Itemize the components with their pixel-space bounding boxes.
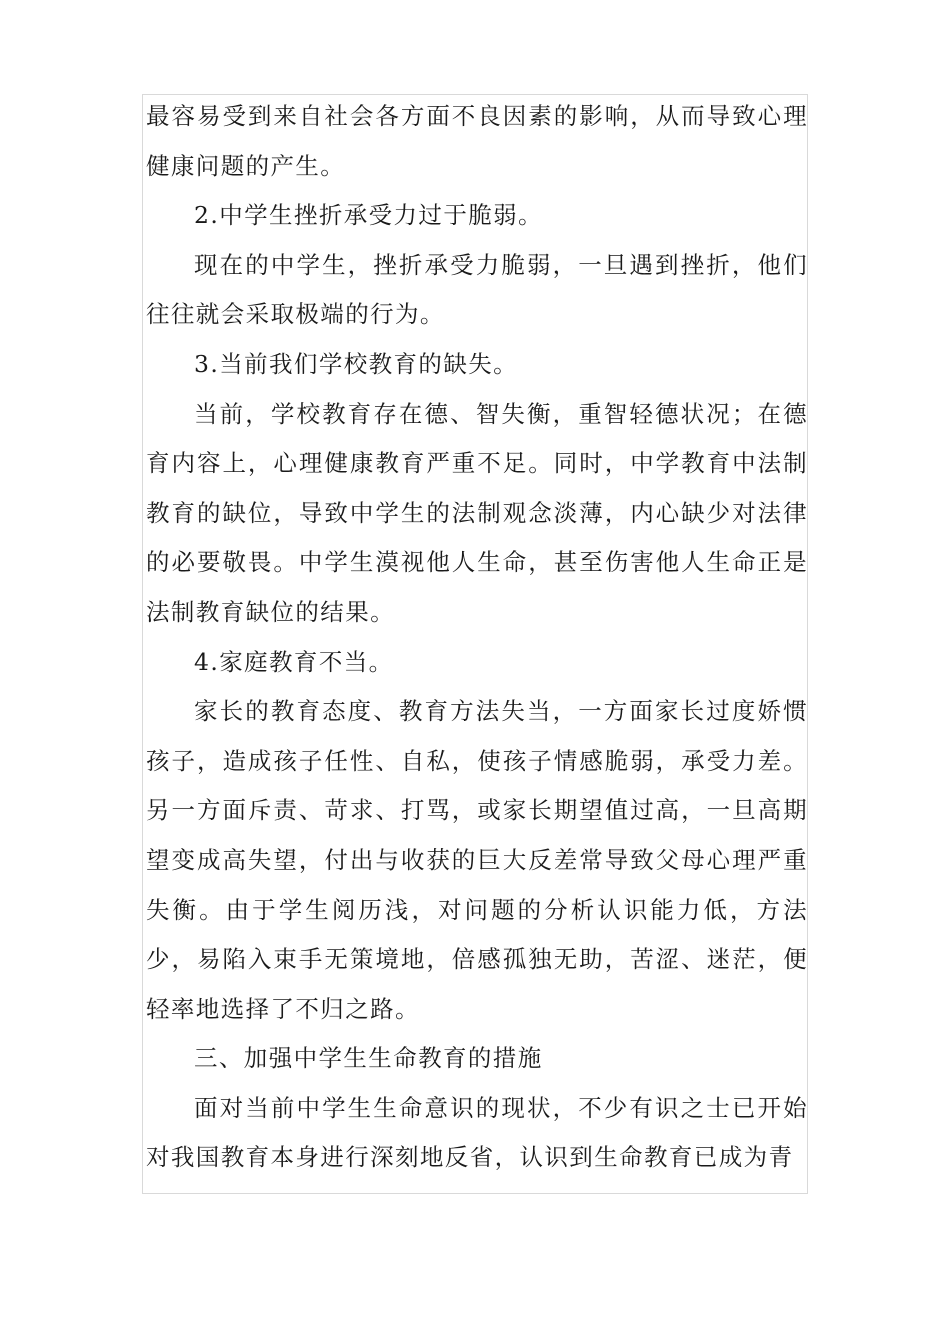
subheading-school-education: 3.当前我们学校教育的缺失。 [194, 349, 519, 378]
paragraph-measures: 面对当前中学生生命意识的现状，不少有识之士已开始对我国教育本身进行深刻地反省，认识到生命教育已成为青 [146, 1093, 808, 1172]
section-heading-measures: 三、加强中学生生命教育的措施 [194, 1044, 543, 1073]
subheading-frustration: 2.中学生挫折承受力过于脆弱。 [194, 201, 543, 230]
document-body [146, 92, 808, 1183]
subheading-family-education: 4.家庭教育不当。 [194, 647, 394, 676]
paragraph-continuation: 最容易受到来自社会各方面不良因素的影响，从而导致心理健康问题的产生。 [146, 102, 808, 180]
paragraph-frustration: 现在的中学生，挫折承受力脆弱，一旦遇到挫折，他们往往就会采取极端的行为。 [146, 250, 808, 329]
paragraph-family-education: 家长的教育态度、教育方法失当，一方面家长过度娇惯孩子，造成孩子任性、自私，使孩子情感脆弱，承受力差。另一方面斥责、苛求、打骂，或家长期望值过高，一旦高期望变成高失望，付出与收获的巨大反差常导致父母心理严重失衡。由于学生阅历浅，对问题的分析认识能力低，方法少，易陷入束手无策境地，倍感孤独无助，苦涩、迷茫，便轻率地选择了不归之路。 [146, 697, 808, 1023]
paragraph-school-education: 当前，学校教育存在德、智失衡，重智轻德状况；在德育内容上，心理健康教育严重不足。同时，中学教育中法制教育的缺位，导致中学生的法制观念淡薄，内心缺少对法律的必要敬畏。中学生漠视他人生命，甚至伤害他人生命正是法制教育缺位的结果。 [146, 399, 808, 626]
